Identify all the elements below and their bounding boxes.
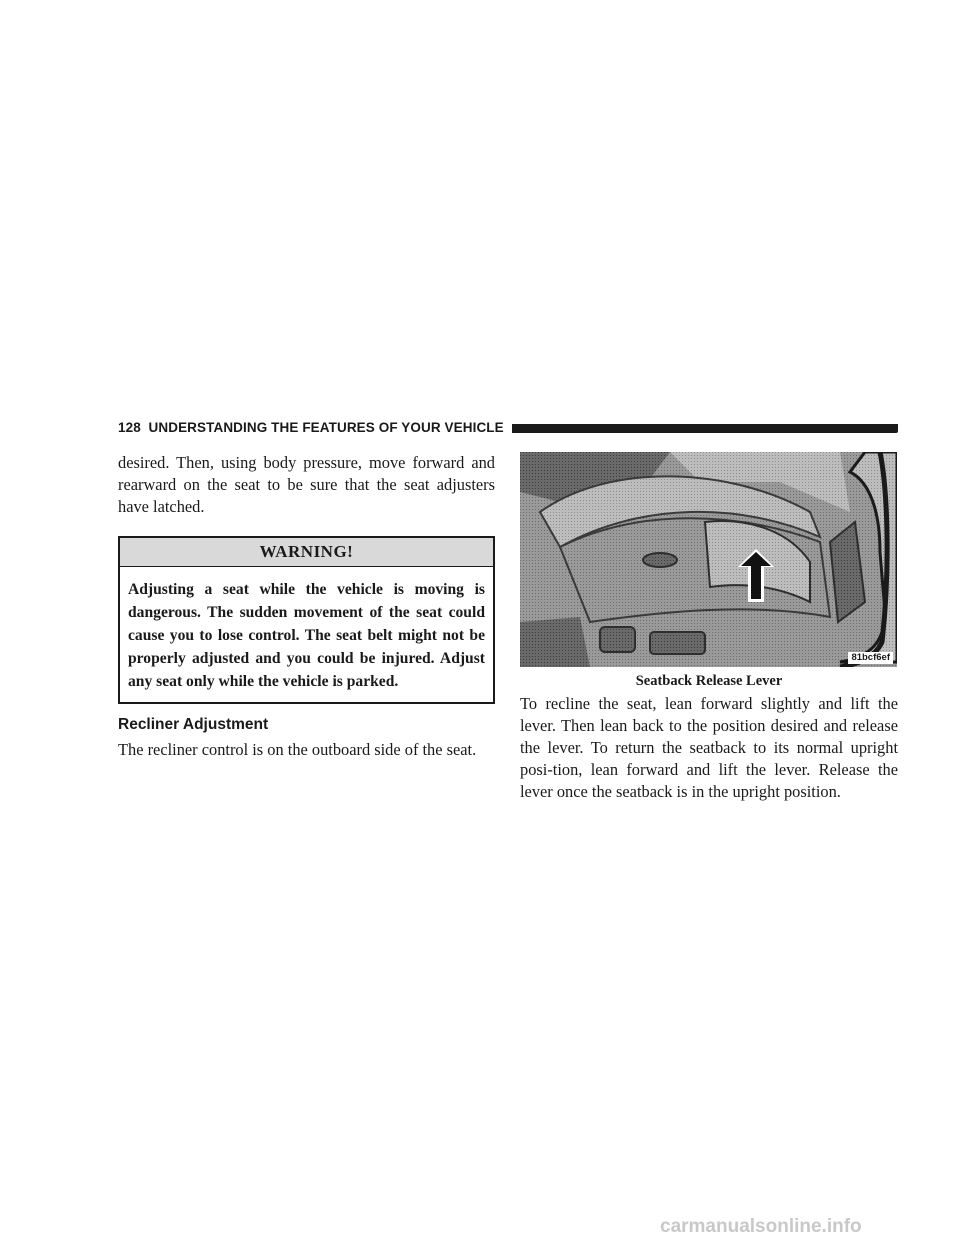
seat-lever-illustration bbox=[520, 452, 897, 667]
intro-paragraph: desired. Then, using body pressure, move forward and rearward on the seat to be sure that the seat adjusters have latched. bbox=[118, 453, 495, 516]
warning-box bbox=[118, 536, 495, 704]
section-paragraph: The recliner control is on the outboard side of the seat. bbox=[118, 740, 477, 759]
page-header bbox=[118, 419, 898, 441]
section-heading: Recliner Adjustment bbox=[118, 716, 269, 733]
watermark-text: carmanualsonline.info bbox=[660, 1216, 862, 1237]
warning-body: Adjusting a seat while the vehicle is moving is dangerous. The sudden movement of the seat could cause you to lose control. The seat belt might not be properly adjusted and you could be injured. Adjust any seat only while the vehicle is parked. bbox=[128, 581, 485, 690]
warning-title: WARNING! bbox=[120, 538, 493, 567]
recline-paragraph: To recline the seat, lean forward slightly and lift the lever. Then lean back to the position desired and release the lever. To return the seatback to its normal upright posi-tion, lean forward and lift the lever. Release the lever once the seatback is in the upright position. bbox=[520, 694, 898, 801]
figure-caption: Seatback Release Lever bbox=[635, 673, 783, 689]
chapter-title: UNDERSTANDING THE FEATURES OF YOUR VEHICLE bbox=[148, 420, 504, 435]
header-text bbox=[118, 420, 512, 435]
right-column bbox=[520, 452, 898, 803]
page-number: 128 bbox=[118, 420, 141, 435]
figure-id-label: 81bcf6ef bbox=[848, 652, 893, 664]
header-rule bbox=[478, 424, 898, 433]
seat-figure bbox=[520, 452, 897, 667]
left-column bbox=[118, 452, 495, 761]
